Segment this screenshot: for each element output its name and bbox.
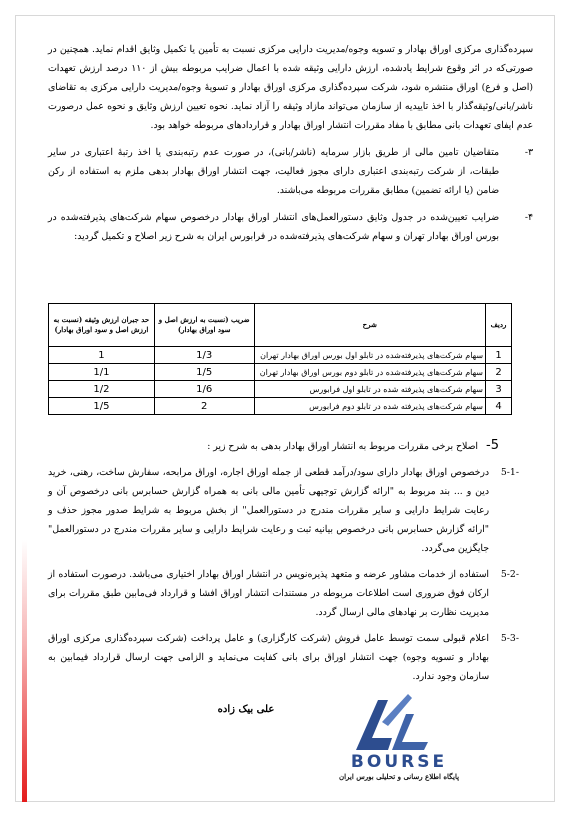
row-coefficient: 1/6 [154, 381, 254, 398]
subsection-text: استفاده از خدمات مشاور عرضه و متعهد پذیره‌نویس در انتشار اوراق بهادار اختیاری می‌باشد. درصورت استفاده از ارکان فوق ضروری است اطلاعات مربوطه در مستندات انتشار اوراق افشا و قرارداد فی‌مابین طبق مقررات برای مدیریت نظارت بر نهادهای مالی ارسال گردد. [48, 569, 489, 618]
header-coefficient: ضریب (نسبت به ارزش اصل و سود اوراق بهادار) [154, 304, 254, 347]
row-number: 1 [486, 347, 512, 364]
intro-paragraph: سپرده‌گذاری مرکزی اوراق بهادار و تسویه وجوه/مدیریت دارایی مرکزی نسبت به تأمین یا تکمیل وثایق اقدام نماید. همچنین در صورتی‌که در اثر وقوع شرایط یادشده، ارزش دارایی وثیقه شده با اعمال ضرایب مربوطه بیش از ۱۱۰ درصد ارزش تعهدات (اصل و فرع) اوراق منتشره شود، شرکت سپرده‌گذاری مرکزی اوراق بهادار و تسویهٔ وجوه/مدیریت دارایی مرکزی به تقاضای ناشر/بانی/وثیقه‌گذار با اخذ تاییدیه از سازمان می‌تواند مازاد وثیقه را آزاد نماید. نحوه تعیین ارزش وثایق و نحوه عمل درصورت عدم ایفای تعهدات بانی مطابق با مفاد مقررات انتشار اوراق بهادار و قراردادهای مربوطه خواهد بود. [48, 44, 533, 131]
table-row [49, 364, 512, 381]
signatory-name: علی بیک زاده [217, 704, 275, 715]
item-4 [48, 208, 533, 246]
item-3 [48, 143, 533, 200]
document-body [48, 40, 533, 246]
section-5-number: 5- [486, 438, 499, 453]
row-coefficient: 1/3 [154, 347, 254, 364]
logo-wordmark: BOURSE [350, 752, 448, 772]
row-coefficient: 2 [154, 398, 254, 415]
subsection-5-3 [48, 629, 533, 686]
row-min-coverage: 1/5 [49, 398, 155, 415]
item-text: متقاضیان تامین مالی از طریق بازار سرمایه (ناشر/بانی)، در صورت عدم رتبه‌بندی یا اخذ رتبهٔ اعتباری در سایر طبقات، از شرکت رتبه‌بندی اعتباری دارای مجوز فعالیت، جهت انتشار اوراق بهادار بدهی ملزم به استفاده از رکن ضامن (یا ارائه تضمین) مطابق مقررات مربوطه می‌باشند. [48, 147, 499, 196]
row-number: 2 [486, 364, 512, 381]
bourse-logo [318, 692, 478, 787]
item-number: ۴- [524, 212, 533, 223]
row-min-coverage: 1 [49, 347, 155, 364]
subsection-number: 5-2- [500, 569, 519, 580]
subsection-number: 5-3- [500, 633, 519, 644]
subsection-text: اعلام قبولی سمت توسط عامل فروش (شرکت کارگزاری) و عامل پرداخت (شرکت سپرده‌گذاری مرکزی اوراق بهادار و تسویه وجوه) جهت انتشار اوراق برای بانی کفایت می‌نماید و الزامی جهت ارسال قرارداد فیمابین به سازمان وجود ندارد. [48, 633, 489, 682]
collateral-coefficient-table [48, 303, 512, 415]
margin-accent-bar [22, 540, 27, 802]
header-row-number: ردیف [486, 304, 512, 347]
table-row [49, 347, 512, 364]
table-row [49, 398, 512, 415]
row-min-coverage: 1/1 [49, 364, 155, 381]
row-min-coverage: 1/2 [49, 381, 155, 398]
subsection-text: درخصوص اوراق بهادار دارای سود/درآمد قطعی از جمله اوراق اجاره، اوراق مرابحه، سفارش ساخت، رهنی، خرید دین و ... بند مربوط به "ارائه گزارش توجیهی تأمین مالی بانی به همراه گزارش حسابرس بانی درخصوص آن و رعایت شرایط دارایی و سایر مقررات مندرج در دستورالعمل" از بخش مربوط به شرایط صدور مجوز حذف و "ارائه گزارش حسابرس بانی درخصوص بیانیه ثبت و رعایت شرایط دارایی و سایر مقررات مندرج در دستورالعمل" جایگزین می‌گردد. [48, 467, 489, 554]
logo-tagline: پایگاه اطلاع رسانی و تحلیلی بورس ایران [338, 772, 460, 781]
subsection-number: 5-1- [500, 467, 519, 478]
row-description: سهام شرکت‌های پذیرفته‌شده در تابلو دوم بورس اوراق بهادار تهران [254, 364, 485, 381]
row-description: سهام شرکت‌های پذیرفته شده در تابلو اول فرابورس [254, 381, 485, 398]
header-description: شرح [254, 304, 485, 347]
bourse-logo-icon [348, 692, 438, 754]
subsection-5-1 [48, 463, 533, 558]
header-min-coverage: حد جبران ارزش وثیقه (نسبت به ارزش اصل و سود اوراق بهادار) [49, 304, 155, 347]
section-5 [48, 430, 533, 686]
row-description: سهام شرکت‌های پذیرفته‌شده در تابلو اول بورس اوراق بهادار تهران [254, 347, 485, 364]
item-text: ضرایب تعیین‌شده در جدول وثایق دستورالعمل‌های انتشار اوراق بهادار درخصوص سهام شرکت‌های پذیرفته‌شده در بورس اوراق بهادار تهران و سهام شرکت‌های پذیرفته‌شده در فرابورس ایران به شرح زیر اصلاح و تکمیل گردید: [48, 212, 499, 242]
table-header-row [49, 304, 512, 347]
row-number: 3 [486, 381, 512, 398]
row-number: 4 [486, 398, 512, 415]
item-number: ۳- [524, 147, 533, 158]
section-5-title [48, 436, 533, 456]
section-5-title-text: اصلاح برخی مقررات مربوط به انتشار اوراق بهادار بدهی به شرح زیر : [207, 441, 479, 452]
row-coefficient: 1/5 [154, 364, 254, 381]
subsection-5-2 [48, 565, 533, 622]
table-row [49, 381, 512, 398]
row-description: سهام شرکت‌های پذیرفته شده در تابلو دوم فرابورس [254, 398, 485, 415]
